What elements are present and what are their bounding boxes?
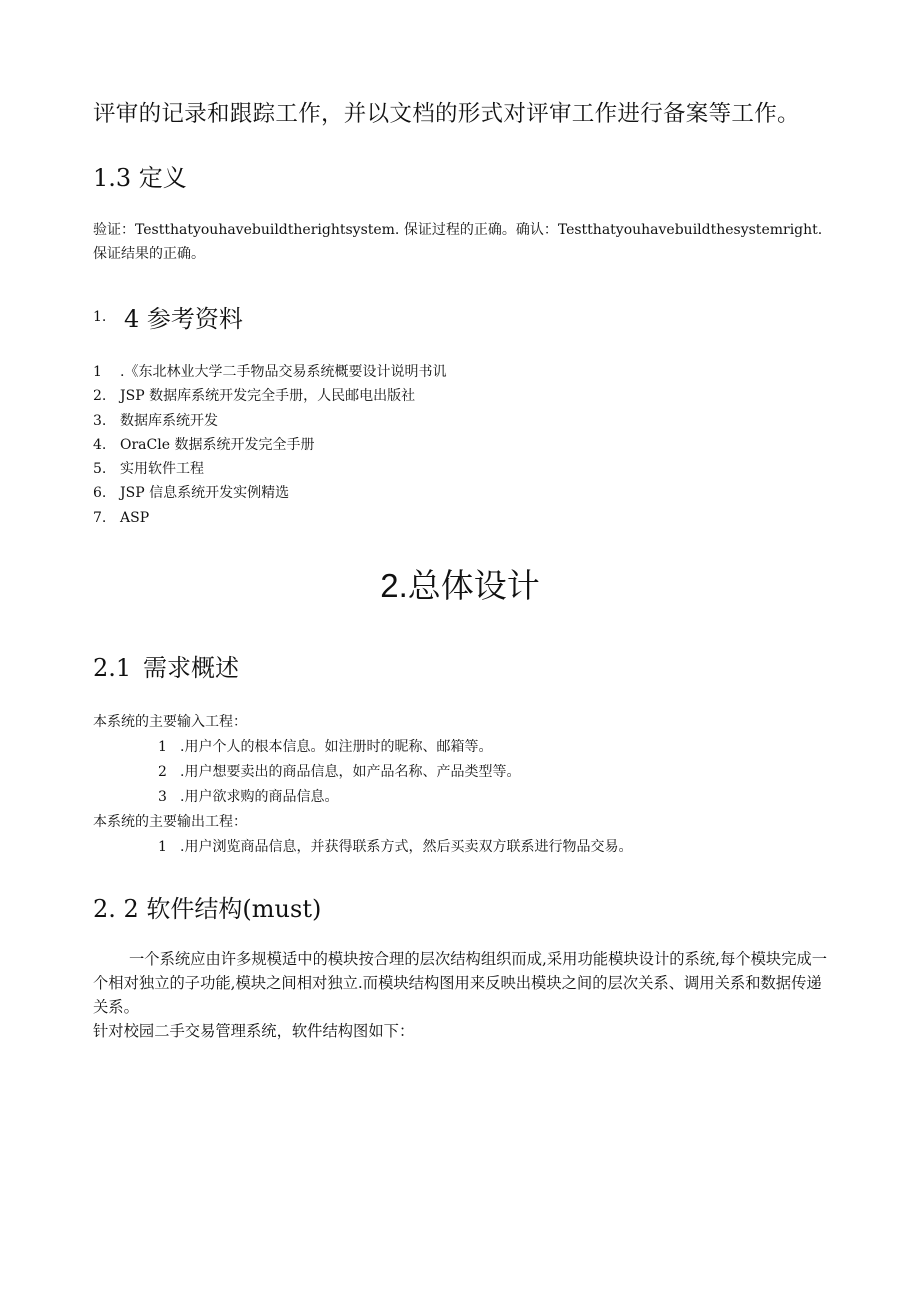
definition-paragraph: 验证：Testthatyouhavebuildtherightsystem. 保证过程的正确。确认：Testthatyouhavebuildthesystemright.保证结果的正确。 [93, 222, 823, 262]
requirements-block [93, 710, 632, 860]
reference-number: 7. [93, 509, 107, 526]
input-item-text: .用户想要卖出的商品信息，如产品名称、产品类型等。 [180, 764, 521, 780]
chapter-2-title: 2.总体设计 [380, 567, 540, 604]
section-1-4-heading: 4 参考资料 [124, 305, 243, 333]
output-item [93, 835, 632, 860]
reference-text: 实用软件工程 [120, 461, 204, 478]
reference-number: 6. [93, 485, 107, 502]
section-1-4-heading-number: 1. [93, 309, 107, 325]
input-item-number: 2 [158, 764, 167, 780]
reference-text: .《东北林业大学二手物品交易系统概要设计说明书讥 [120, 364, 447, 380]
input-item-text: .用户个人的根本信息。如注册时的昵称、邮箱等。 [180, 739, 493, 755]
input-label: 本系统的主要输入工程： [93, 714, 247, 730]
reference-number: 2. [93, 388, 107, 405]
reference-item [93, 360, 446, 384]
input-item-number: 3 [158, 789, 167, 805]
output-label: 本系统的主要输出工程： [93, 814, 247, 830]
section-1-3-heading: 1.3 定义 [93, 164, 187, 192]
section-2-1-number: 2.1 [93, 654, 132, 682]
reference-number: 3. [93, 412, 107, 429]
reference-item [93, 433, 446, 457]
structure-description: 一个系统应由许多规模适中的模块按合理的层次结构组织而成,采用功能模块设计的系统,每个模块完成一个相对独立的子功能,模块之间相对独立.而模块结构图用来反映出模块之间的层次关系、调用关系和数据传递关系。 [93, 950, 828, 1016]
input-item-number: 1 [158, 739, 167, 755]
input-item [93, 760, 632, 785]
reference-item [93, 506, 446, 530]
reference-number: 4. [93, 436, 107, 453]
reference-number: 1 [93, 364, 102, 380]
section-2-1-title: 需求概述 [143, 654, 239, 682]
reference-number: 5. [93, 461, 107, 478]
input-item [93, 785, 632, 810]
reference-text: JSP 信息系统开发实例精选 [120, 485, 290, 502]
reference-text: 数据库系统开发 [120, 412, 218, 429]
structure-intro: 针对校园二手交易管理系统，软件结构图如下： [93, 1022, 415, 1040]
structure-paragraphs [93, 947, 828, 1043]
intro-line: 评审的记录和跟踪工作，并以文档的形式对评审工作进行备案等工作。 [93, 101, 800, 127]
reference-item [93, 409, 446, 433]
reference-item [93, 481, 446, 505]
output-item-number: 1 [158, 839, 167, 855]
reference-item [93, 384, 446, 408]
section-2-1-heading [93, 648, 239, 683]
reference-list [93, 360, 446, 530]
input-item-text: .用户欲求购的商品信息。 [180, 789, 339, 805]
reference-text: OraCle 数据系统开发完全手册 [120, 436, 315, 453]
reference-text: ASP [120, 509, 150, 526]
output-item-text: .用户浏览商品信息，并获得联系方式，然后买卖双方联系进行物品交易。 [180, 839, 633, 855]
reference-text: JSP 数据库系统开发完全手册，人民邮电出版社 [120, 388, 416, 405]
reference-item [93, 457, 446, 481]
section-2-2-heading: 2. 2 软件结构(must) [93, 895, 322, 923]
input-item [93, 735, 632, 760]
